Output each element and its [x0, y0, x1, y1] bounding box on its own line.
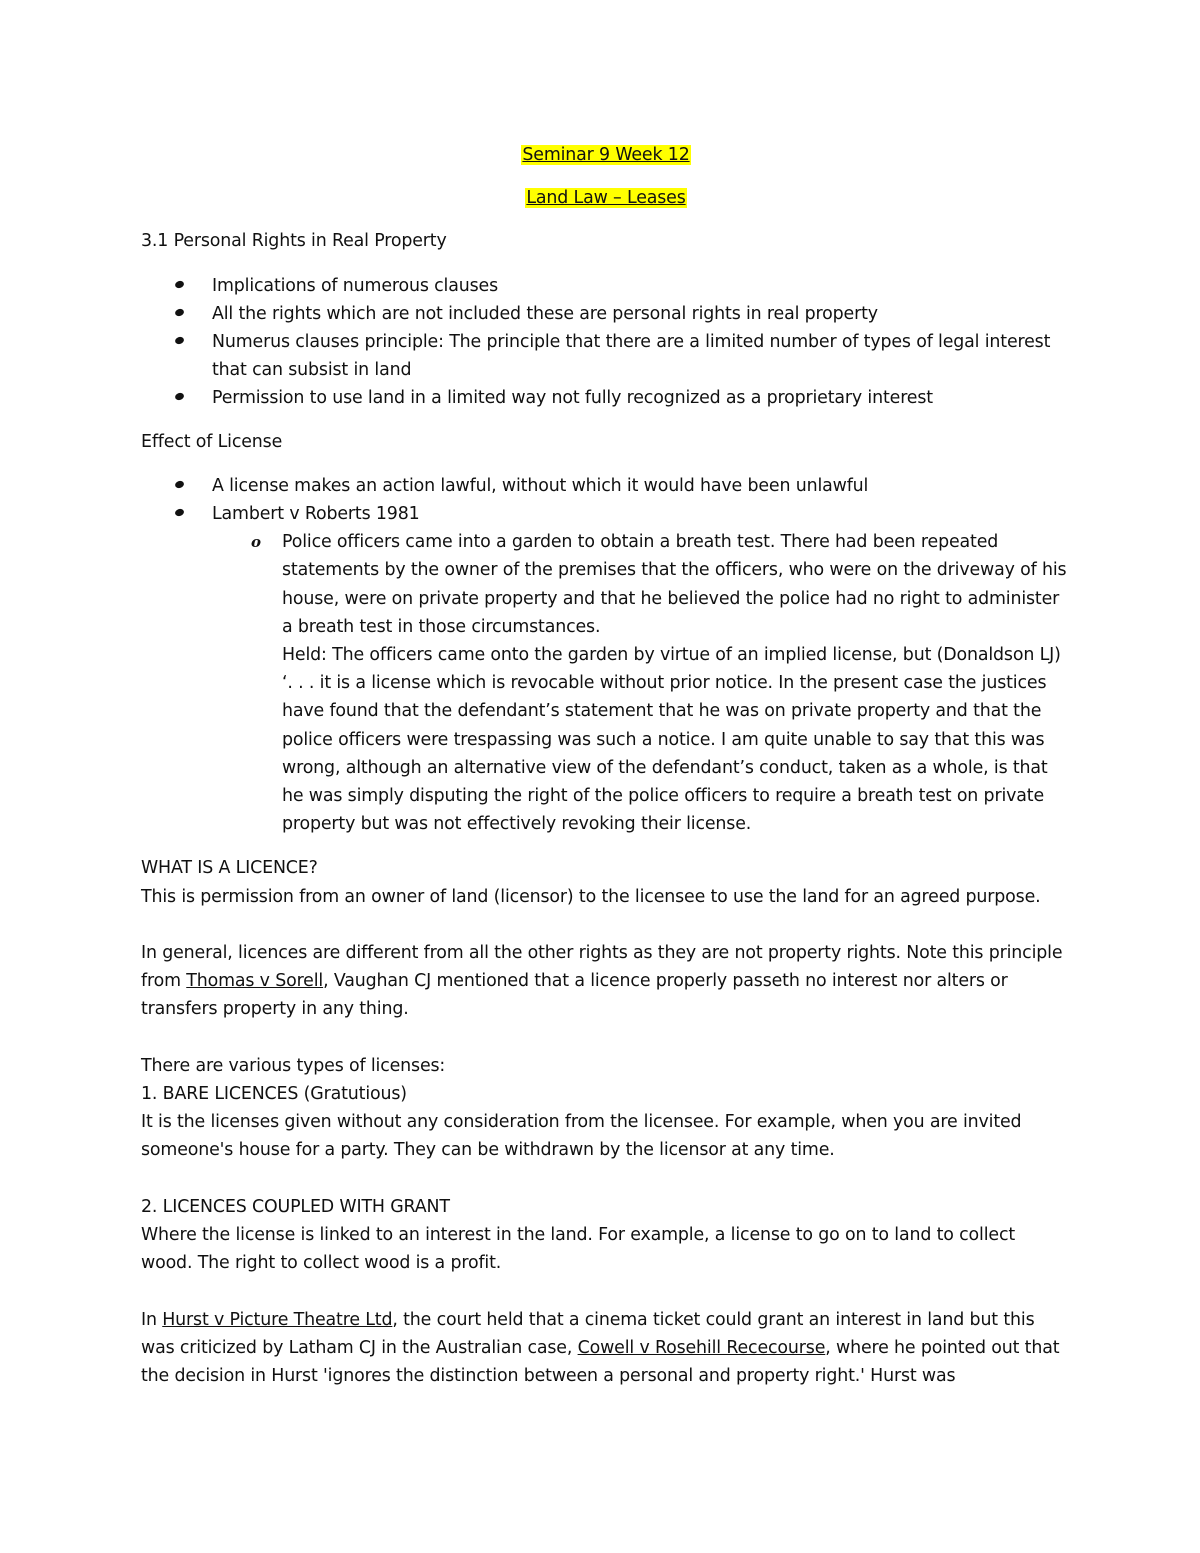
- list-item: [141, 300, 1071, 328]
- section-heading-personal-rights: 3.1 Personal Rights in Real Property: [141, 231, 447, 252]
- grant-licences-heading: 2. LICENCES COUPLED WITH GRANT: [141, 1196, 450, 1217]
- case-name-cowell: Cowell v Rosehill Rececourse: [577, 1337, 826, 1358]
- title-text: Seminar 9 Week 12: [522, 145, 690, 165]
- list-item: [141, 472, 1071, 500]
- effect-of-license-list: [141, 472, 1071, 528]
- list-item: [141, 272, 1071, 300]
- text-run: In: [141, 1309, 163, 1330]
- list-item-text: Permission to use land in a limited way not fully recognized as a proprietary interest: [212, 388, 933, 409]
- bullet-icon: [174, 392, 185, 402]
- list-item-text: A license makes an action lawful, without which it would have been unlawful: [212, 475, 869, 496]
- lambert-case-sublist: [141, 528, 1071, 838]
- personal-rights-list: [141, 272, 1071, 413]
- hurst-paragraph: [141, 1306, 1071, 1391]
- document-subtitle: [141, 184, 1071, 212]
- licence-heading: WHAT IS A LICENCE?: [141, 858, 318, 879]
- paragraph-spacer: [141, 1277, 1071, 1305]
- paragraph-spacer: [141, 1165, 1071, 1193]
- bare-licences-heading: 1. BARE LICENCES (Gratutious): [141, 1084, 407, 1105]
- licence-types-intro: There are various types of licenses:: [141, 1055, 446, 1076]
- list-item-text: Implications of numerous clauses: [212, 275, 498, 296]
- circle-bullet-icon: o: [251, 533, 261, 552]
- bullet-icon: [174, 279, 185, 289]
- list-item: [141, 328, 1071, 384]
- text-run: , the court held that a cinema ticket could grant an interest in land but this was criticized by Latham CJ in the Australian case,: [141, 1309, 1035, 1358]
- section-heading-effect-of-license: Effect of License: [141, 431, 283, 452]
- paragraph-spacer: [141, 911, 1071, 939]
- text-run: , Vaughan CJ mentioned that a licence properly passeth no interest nor alters or transfers property in any thing.: [141, 971, 1008, 1020]
- bare-licences-text: It is the licenses given without any consideration from the licensee. For example, when you are invited someone's house for a party. They can be withdrawn by the licensor at any time.: [141, 1112, 1022, 1161]
- licence-definition: This is permission from an owner of land (licensor) to the licensee to use the land for an agreed purpose.: [141, 886, 1041, 907]
- sub-list-item: [141, 528, 1071, 838]
- document-body: [141, 141, 1071, 1390]
- subtitle-text: Land Law – Leases: [526, 188, 686, 209]
- list-item: [141, 384, 1071, 412]
- bullet-icon: [174, 336, 185, 346]
- text-run: , where he pointed out that the decision in Hurst 'ignores the distinction between a personal and property right.' Hurst was: [141, 1337, 1060, 1387]
- list-item-text: All the rights which are not included these are personal rights in real property: [212, 303, 878, 324]
- bullet-icon: [174, 480, 185, 490]
- case-facts-text: Police officers came into a garden to obtain a breath test. There had been repeated statements by the owner of the premises that the officers, who were on the driveway of his house, were on private property and that he believed the police had no right to administer a breath test in those circumstances.: [282, 532, 1067, 637]
- document-title: [141, 141, 1071, 169]
- licence-general-paragraph: [141, 939, 1071, 1024]
- bullet-icon: [174, 307, 185, 317]
- list-item: [141, 500, 1071, 528]
- list-item-text: Numerus clauses principle: The principle that there are a limited number of types of legal interest that can subsist in land: [212, 332, 1051, 381]
- case-name-hurst: Hurst v Picture Theatre Ltd: [162, 1309, 393, 1330]
- case-name-thomas-v-sorell: Thomas v Sorell: [186, 971, 324, 992]
- list-item-text: Lambert v Roberts 1981: [212, 504, 420, 525]
- grant-licences-text: Where the license is linked to an interest in the land. For example, a license to go on to land to collect wood. The right to collect wood is a profit.: [141, 1225, 1016, 1274]
- text-run: In general, licences are different from all the other rights as they are not property rights. Note this principle from: [141, 943, 1063, 992]
- paragraph-spacer: [141, 1024, 1071, 1052]
- case-held-text: Held: The officers came onto the garden by virtue of an implied license, but (Donaldson LJ) ‘. . . it is a license which is revocable without prior notice. In the present case the justices have found that the defendant’s statement that he was on private property and that the police officers were trespassing was such a notice. I am quite unable to say that this was wrong, although an alternative view of the defendant’s conduct, taken as a whole, is that he was simply disputing the right of the police officers to require a breath test on private property but was not effectively revoking their license.: [282, 645, 1061, 835]
- bullet-icon: [174, 508, 185, 518]
